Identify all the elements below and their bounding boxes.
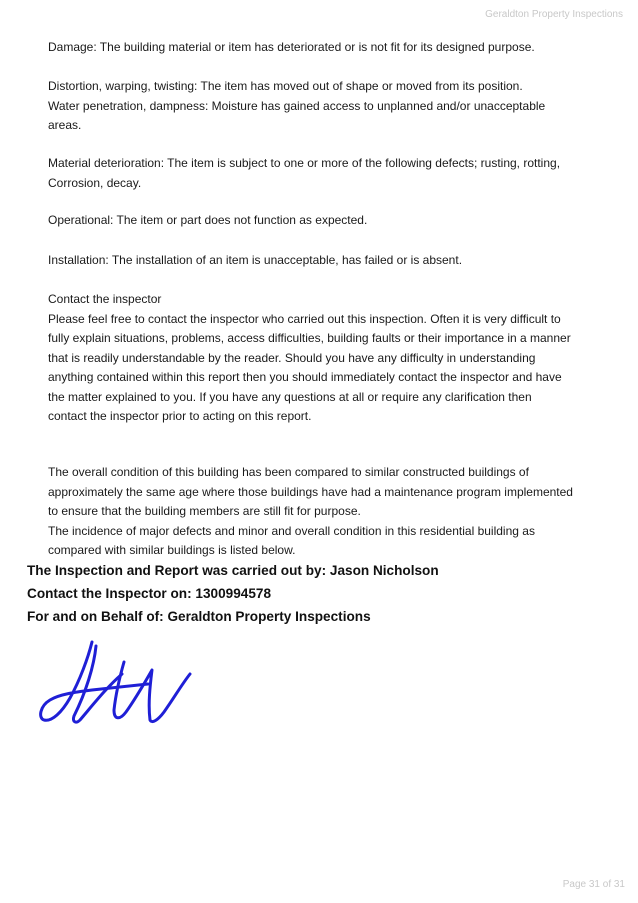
on-behalf-line: For and on Behalf of: Geraldton Property Inspections xyxy=(27,609,371,624)
contact-line: Please feel free to contact the inspector who carried out this inspection. Often it is very difficult to xyxy=(48,311,561,326)
signature-icon xyxy=(36,640,192,728)
definition-water-line-1: Water penetration, dampness: Moisture has gained access to unplanned and/or unacceptable xyxy=(48,98,546,113)
signature-strokes xyxy=(41,642,190,722)
contact-line: that is readily understandable by the reader. Should you have any difficulty in understanding xyxy=(48,350,536,365)
definition-damage: Damage: The building material or item has deteriorated or is not fit for its designed purpose. xyxy=(48,40,535,54)
inspector-name-line: The Inspection and Report was carried out by: Jason Nicholson xyxy=(27,563,439,578)
contact-inspector-heading: Contact the inspector xyxy=(48,292,162,306)
overall-condition-line: approximately the same age where those buildings have had a maintenance program implemented xyxy=(48,484,573,499)
overall-condition-line: The incidence of major defects and minor and overall condition in this residential building as xyxy=(48,523,535,538)
signature-stroke-c xyxy=(114,662,190,722)
definition-material xyxy=(48,154,623,193)
definition-distortion-water xyxy=(48,77,623,136)
contact-line: the matter explained to you. If you have any questions at all or require any clarification then xyxy=(48,389,532,404)
definition-water-line-2: areas. xyxy=(48,118,82,132)
contact-inspector-section xyxy=(48,290,623,427)
header-company-name: Geraldton Property Inspections xyxy=(485,9,623,20)
definition-material-line-1: Material deterioration: The item is subject to one or more of the following defects; rusting, rotting, xyxy=(48,156,561,170)
contact-line: contact the inspector prior to acting on this report. xyxy=(48,409,312,423)
definition-installation: Installation: The installation of an item is unacceptable, has failed or is absent. xyxy=(48,253,463,267)
page-number: Page 31 of 31 xyxy=(562,879,625,890)
overall-condition-section xyxy=(48,463,623,561)
overall-condition-line: to ensure that the building members are still fit for purpose. xyxy=(48,504,361,518)
overall-condition-line: compared with similar buildings is listed below. xyxy=(48,543,296,557)
definition-distortion: Distortion, warping, twisting: The item has moved out of shape or moved from its position. xyxy=(48,79,523,93)
contact-line: fully explain situations, problems, access difficulties, building faults or their importance in a manner xyxy=(48,331,571,345)
contact-line: anything contained within this report then you should immediately contact the inspector and have xyxy=(48,370,562,384)
inspector-contact-line: Contact the Inspector on: 1300994578 xyxy=(27,586,272,601)
definition-material-line-2: Corrosion, decay. xyxy=(48,175,142,190)
overall-condition-line: The overall condition of this building has been compared to similar constructed buildings of xyxy=(48,465,529,479)
definition-operational: Operational: The item or part does not function as expected. xyxy=(48,213,368,227)
